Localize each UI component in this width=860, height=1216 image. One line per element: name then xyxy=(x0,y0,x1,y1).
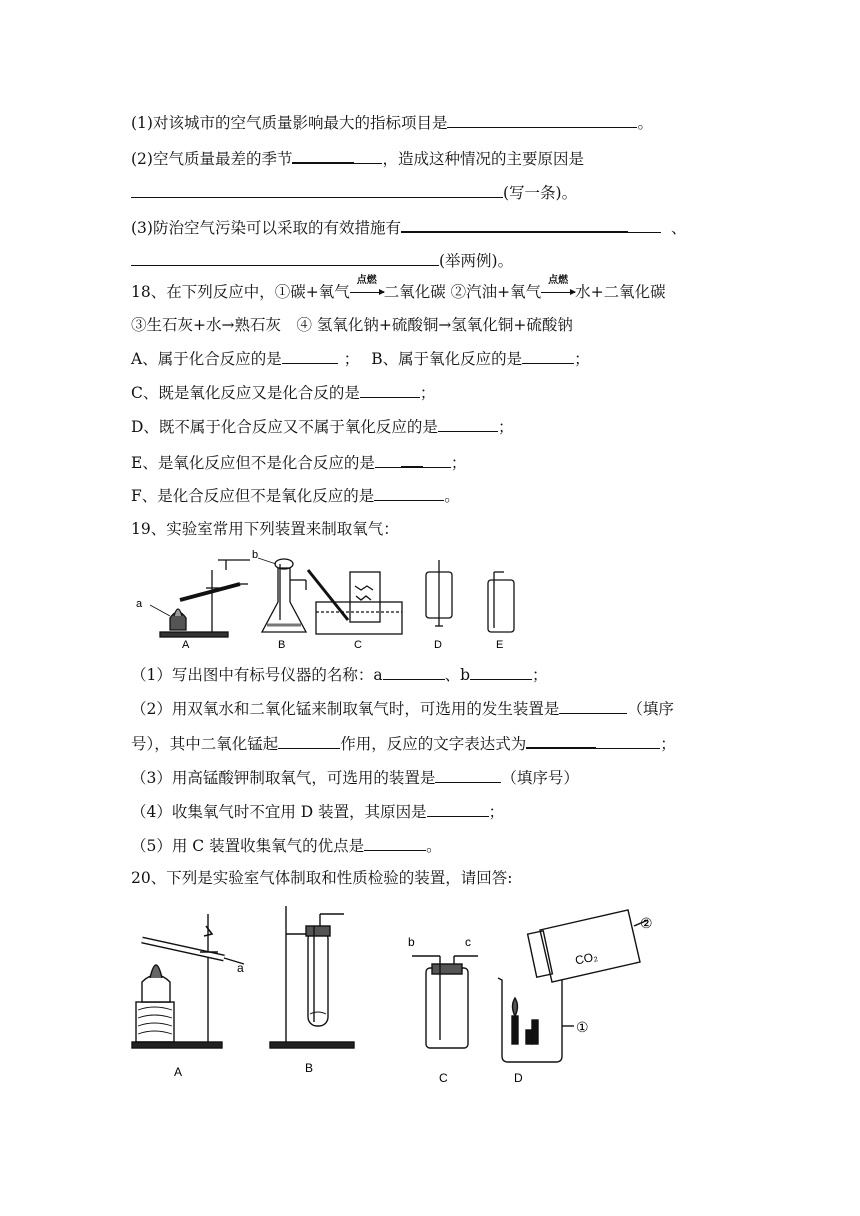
q17-part2-cont xyxy=(131,182,577,203)
apparatus-c-trough xyxy=(308,570,402,634)
answer-blank[interactable] xyxy=(278,733,340,749)
label-C: C xyxy=(354,639,362,650)
q17-part2-mid: ，造成这种情况的主要原因是 xyxy=(382,150,584,168)
answer-blank[interactable] xyxy=(360,382,420,398)
q18-d-end: ； xyxy=(497,418,514,436)
q19-sub5-end: 。 xyxy=(426,837,442,855)
q18-c-text: C、既是氧化反应又是化合反的是 xyxy=(131,384,360,402)
label-E: E xyxy=(496,639,504,650)
q18-stem-a: 18、在下列反应中，①碳+氧气 xyxy=(131,283,350,301)
answer-blank[interactable] xyxy=(131,250,439,266)
ignite-arrow xyxy=(350,275,384,302)
answer-blank[interactable] xyxy=(131,182,503,198)
apparatus-c-bottle xyxy=(412,956,478,1048)
ignite-arrow xyxy=(541,275,575,302)
label-D: D xyxy=(514,1071,523,1085)
answer-blank[interactable] xyxy=(401,451,423,468)
ignite-label: 点燃 xyxy=(548,275,569,286)
q19-sub1-mid: 、b xyxy=(444,666,471,684)
q18-f-text: F、是化合反应但不是氧化反应的是 xyxy=(131,487,375,505)
marker-1: ① xyxy=(576,1019,589,1035)
q17-part1-end: 。 xyxy=(637,114,653,132)
q19-sub1-text: （1）写出图中有标号仪器的名称：a xyxy=(131,666,383,684)
q17-part3 xyxy=(131,216,686,238)
q17-part3-cont xyxy=(131,250,513,271)
q18-d-text: D、既不属于化合反应又不属于氧化反应的是 xyxy=(131,418,438,436)
q19-sub5-text: （5）用 C 装置收集氧气的优点是 xyxy=(131,837,365,855)
q19-sub1-end: ； xyxy=(532,666,548,684)
answer-blank[interactable] xyxy=(438,416,498,432)
q19-sub2-text: （2）用双氧水和二氧化锰来制取氧气时，可选用的发生装置是 xyxy=(131,700,560,718)
co2-bottle xyxy=(528,910,648,982)
q19-sub3 xyxy=(131,767,579,788)
answer-blank[interactable] xyxy=(354,148,382,164)
q18-e-text: E、是氧化反应但不是化合反应的是 xyxy=(131,454,375,472)
q20-apparatus-figure xyxy=(128,906,698,1091)
label-B: B xyxy=(278,639,286,650)
answer-blank[interactable] xyxy=(522,348,574,364)
q19-sub2b-mid: 作用，反应的文字表达式为 xyxy=(340,735,527,753)
q19-sub4-text: （4）收集氧气时不宜用 D 装置，其原因是 xyxy=(131,803,427,821)
apparatus-a-heating xyxy=(132,914,244,1048)
answer-blank[interactable] xyxy=(364,835,426,851)
q17-part3-end: (举两例)。 xyxy=(439,252,514,270)
q17-part1 xyxy=(131,112,653,133)
apparatus-b-tube xyxy=(270,906,354,1048)
q18-a-text: A、属于化合反应的是 xyxy=(131,350,282,368)
answer-blank[interactable] xyxy=(470,664,532,680)
q19-sub3-text: （3）用高锰酸钾制取氧气，可选用的装置是 xyxy=(131,769,436,787)
answer-blank[interactable] xyxy=(292,147,354,164)
q19-sub2-cont xyxy=(131,732,676,754)
label-a: a xyxy=(136,598,143,610)
apparatus-b-flask xyxy=(262,559,306,632)
label-a: a xyxy=(237,961,244,975)
q20-stem: 20、下列是实验室气体制取和性质检验的装置，请回答: xyxy=(131,869,513,887)
label-b: b xyxy=(408,935,415,949)
q19-sub2 xyxy=(131,698,674,719)
q19-sub2-end: （填序 xyxy=(627,700,674,718)
label-A: A xyxy=(174,1065,183,1079)
pointer-a xyxy=(150,605,170,616)
q18-c-end: ； xyxy=(419,384,436,402)
q18-f-end: 。 xyxy=(444,487,460,505)
answer-blank[interactable] xyxy=(423,452,451,468)
answer-blank[interactable] xyxy=(375,452,401,468)
answer-blank[interactable] xyxy=(374,485,444,501)
answer-blank[interactable] xyxy=(435,767,501,783)
q18-stem-c: 水+二氧化碳 xyxy=(575,283,666,301)
label-B: B xyxy=(305,1061,314,1075)
label-C: C xyxy=(439,1071,448,1085)
q17-part2-end: (写一条)。 xyxy=(503,184,578,202)
q19-sub4-end: ； xyxy=(488,803,505,821)
apparatus-a-heating xyxy=(160,560,250,637)
label-b: b xyxy=(252,550,259,561)
q18-f xyxy=(131,485,460,506)
answer-blank[interactable] xyxy=(628,217,661,233)
q19-sub3-end: （填序号） xyxy=(501,769,579,787)
apparatus-d-beaker xyxy=(498,978,574,1062)
pointer-b xyxy=(258,558,276,564)
q18-line2: ③生石灰+水→熟石灰 ④ 氢氧化钠+硫酸铜→氢氧化铜+硫酸钠 xyxy=(131,316,573,334)
answer-blank[interactable] xyxy=(383,664,445,680)
q19-sub1 xyxy=(131,664,548,685)
q18-stem-b: 二氧化碳 ②汽油+氧气 xyxy=(383,283,542,301)
q18-b-end: ； xyxy=(574,350,590,368)
apparatus-d-bottle xyxy=(426,560,452,626)
q17-part2 xyxy=(131,147,584,169)
q18-b-text: B、属于氧化反应的是 xyxy=(371,350,523,368)
q17-part3-text: (3)防治空气污染可以采取的有效措施有 xyxy=(131,219,401,237)
answer-blank[interactable] xyxy=(447,112,637,128)
q19-apparatus-figure xyxy=(130,550,540,650)
q18-stem xyxy=(131,275,666,302)
co2-label: CO₂ xyxy=(573,949,599,968)
q18-a-sep: ； xyxy=(343,350,360,368)
q18-c xyxy=(131,382,435,403)
q19-sub4 xyxy=(131,801,504,822)
q17-part1-text: (1)对该城市的空气质量影响最大的指标项目是 xyxy=(131,114,448,132)
marker-2: ② xyxy=(640,915,653,931)
label-D: D xyxy=(434,639,442,650)
q19-stem: 19、实验室常用下列装置来制取氧气： xyxy=(131,520,399,538)
q18-ab xyxy=(131,348,590,369)
answer-blank[interactable] xyxy=(559,698,627,714)
ignite-label: 点燃 xyxy=(356,275,377,286)
q17-part3-sep: 、 xyxy=(670,219,687,237)
q19-sub2b-text: 号），其中二氧化锰起 xyxy=(131,735,279,753)
apparatus-e-bottle xyxy=(488,572,514,632)
q18-e xyxy=(131,451,466,473)
q17-part2-text: (2)空气质量最差的季节 xyxy=(131,150,293,168)
q19-sub5 xyxy=(131,835,442,856)
q19-sub2b-end: ； xyxy=(660,735,676,753)
q18-d xyxy=(131,416,513,437)
q18-e-end: ； xyxy=(450,454,467,472)
answer-blank[interactable] xyxy=(526,732,596,749)
label-A: A xyxy=(182,639,190,650)
answer-blank[interactable] xyxy=(427,801,489,817)
answer-blank[interactable] xyxy=(282,348,338,364)
answer-blank[interactable] xyxy=(401,216,628,233)
label-c: c xyxy=(465,935,471,949)
answer-blank[interactable] xyxy=(596,733,660,749)
